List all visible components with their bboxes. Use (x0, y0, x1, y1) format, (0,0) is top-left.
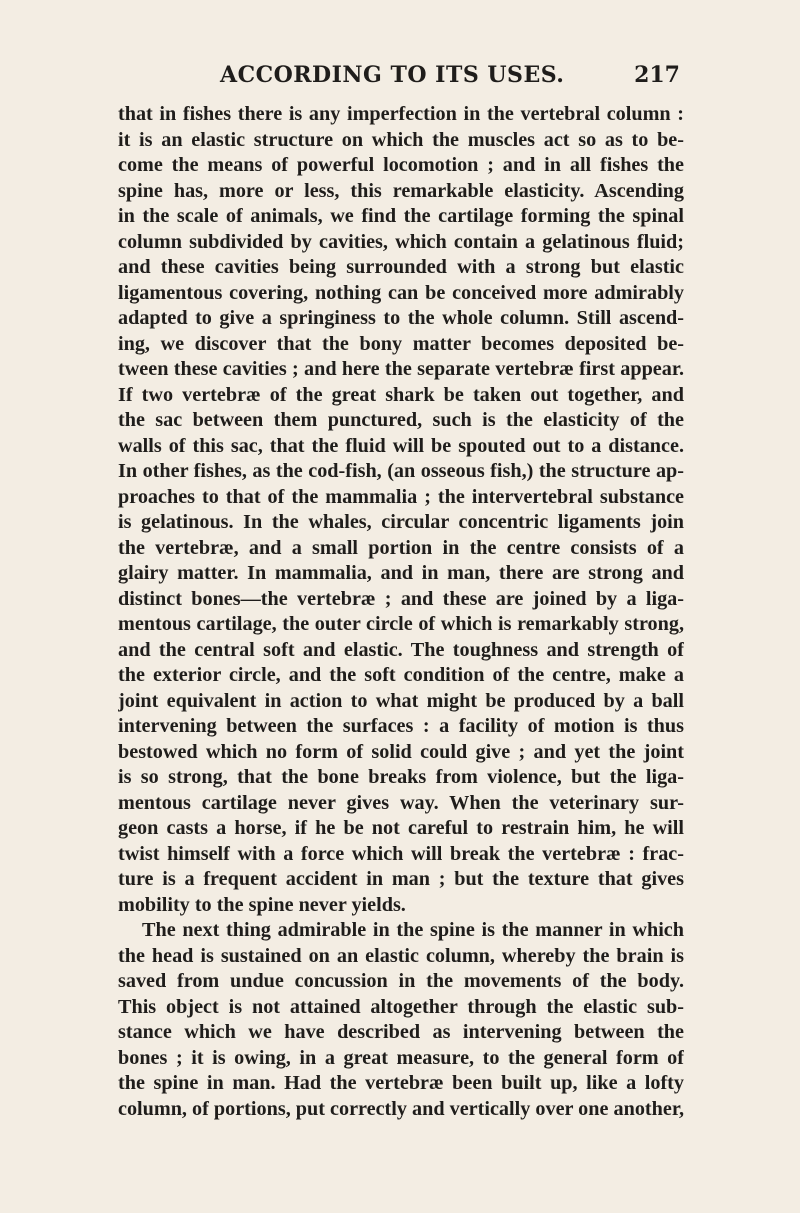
text-line: and these cavities being surrounded with a strong but elastic (118, 256, 684, 278)
text-line: tween these cavities ; and here the separate vertebræ first appear. (118, 358, 684, 380)
text-line: walls of this sac, that the fluid will be spouted out to a distance. (118, 434, 684, 457)
text-line: twist himself with a force which will break the vertebræ : frac- (118, 842, 684, 865)
page-number: 217 (634, 62, 680, 88)
text-line: come the means of powerful locomotion ; and in all fishes the (118, 154, 684, 176)
text-line: This object is not attained altogether through the elastic sub- (118, 995, 684, 1018)
text-line: the vertebræ, and a small portion in the centre consists of a (118, 536, 684, 559)
text-line: geon casts a horse, if he be not careful to restrain him, he will (118, 817, 684, 839)
text-line: stance which we have described as intervening between the (118, 1021, 684, 1043)
text-line: distinct bones—the vertebræ ; and these are joined by a liga- (118, 587, 684, 610)
text-line: In other fishes, as the cod-fish, (an osseous fish,) the structure ap- (118, 460, 684, 482)
text-line: glairy matter. In mammalia, and in man, there are strong and (118, 562, 684, 584)
running-head: ACCORDING TO ITS USES. (220, 62, 565, 88)
text-line: joint equivalent in action to what might be produced by a ball (118, 689, 684, 712)
text-line: bestowed which no form of solid could give ; and yet the joint (118, 740, 684, 763)
page-header (220, 64, 680, 100)
text-line: mentous cartilage never gives way. When the veterinary sur- (118, 791, 684, 814)
text-line: column, of portions, put correctly and vertically over one another, (118, 1097, 684, 1120)
text-line: ing, we discover that the bony matter becomes deposited be- (118, 332, 684, 355)
text-line: column subdivided by cavities, which contain a gelatinous fluid; (118, 230, 684, 253)
text-line: ture is a frequent accident in man ; but the texture that gives (118, 868, 684, 890)
text-line: it is an elastic structure on which the muscles act so as to be- (118, 128, 684, 151)
text-line: ligamentous covering, nothing can be conceived more admirably (118, 281, 684, 304)
text-line: If two vertebræ of the great shark be taken out together, and (118, 383, 684, 406)
body-text (118, 102, 684, 1122)
text-line: mentous cartilage, the outer circle of which is remarkably strong, (118, 613, 684, 635)
text-line: mobility to the spine never yields. (118, 893, 406, 916)
paragraph-start-line: The next thing admirable in the spine is the manner in which (142, 919, 684, 941)
text-line: the exterior circle, and the soft condition of the centre, make a (118, 664, 684, 686)
text-line: spine has, more or less, this remarkable elasticity. Ascending (118, 179, 684, 202)
text-line: is gelatinous. In the whales, circular concentric ligaments join (118, 511, 684, 533)
text-line: adapted to give a springiness to the whole column. Still ascend- (118, 307, 684, 329)
text-line: the sac between them punctured, such is the elasticity of the (118, 409, 684, 431)
text-line: saved from undue concussion in the movements of the body. (118, 970, 684, 992)
text-line: proaches to that of the mammalia ; the intervertebral substance (118, 485, 684, 508)
text-line: that in fishes there is any imperfection in the vertebral column : (118, 103, 684, 125)
text-line: and the central soft and elastic. The toughness and strength of (118, 638, 684, 661)
text-line: bones ; it is owing, in a great measure, to the general form of (118, 1046, 684, 1069)
text-line: intervening between the surfaces : a facility of motion is thus (118, 715, 684, 737)
text-line: the spine in man. Had the vertebræ been built up, like a lofty (118, 1072, 684, 1094)
text-line: is so strong, that the bone breaks from violence, but the liga- (118, 766, 684, 788)
text-line: in the scale of animals, we find the cartilage forming the spinal (118, 205, 684, 227)
text-line: the head is sustained on an elastic column, whereby the brain is (118, 944, 684, 967)
